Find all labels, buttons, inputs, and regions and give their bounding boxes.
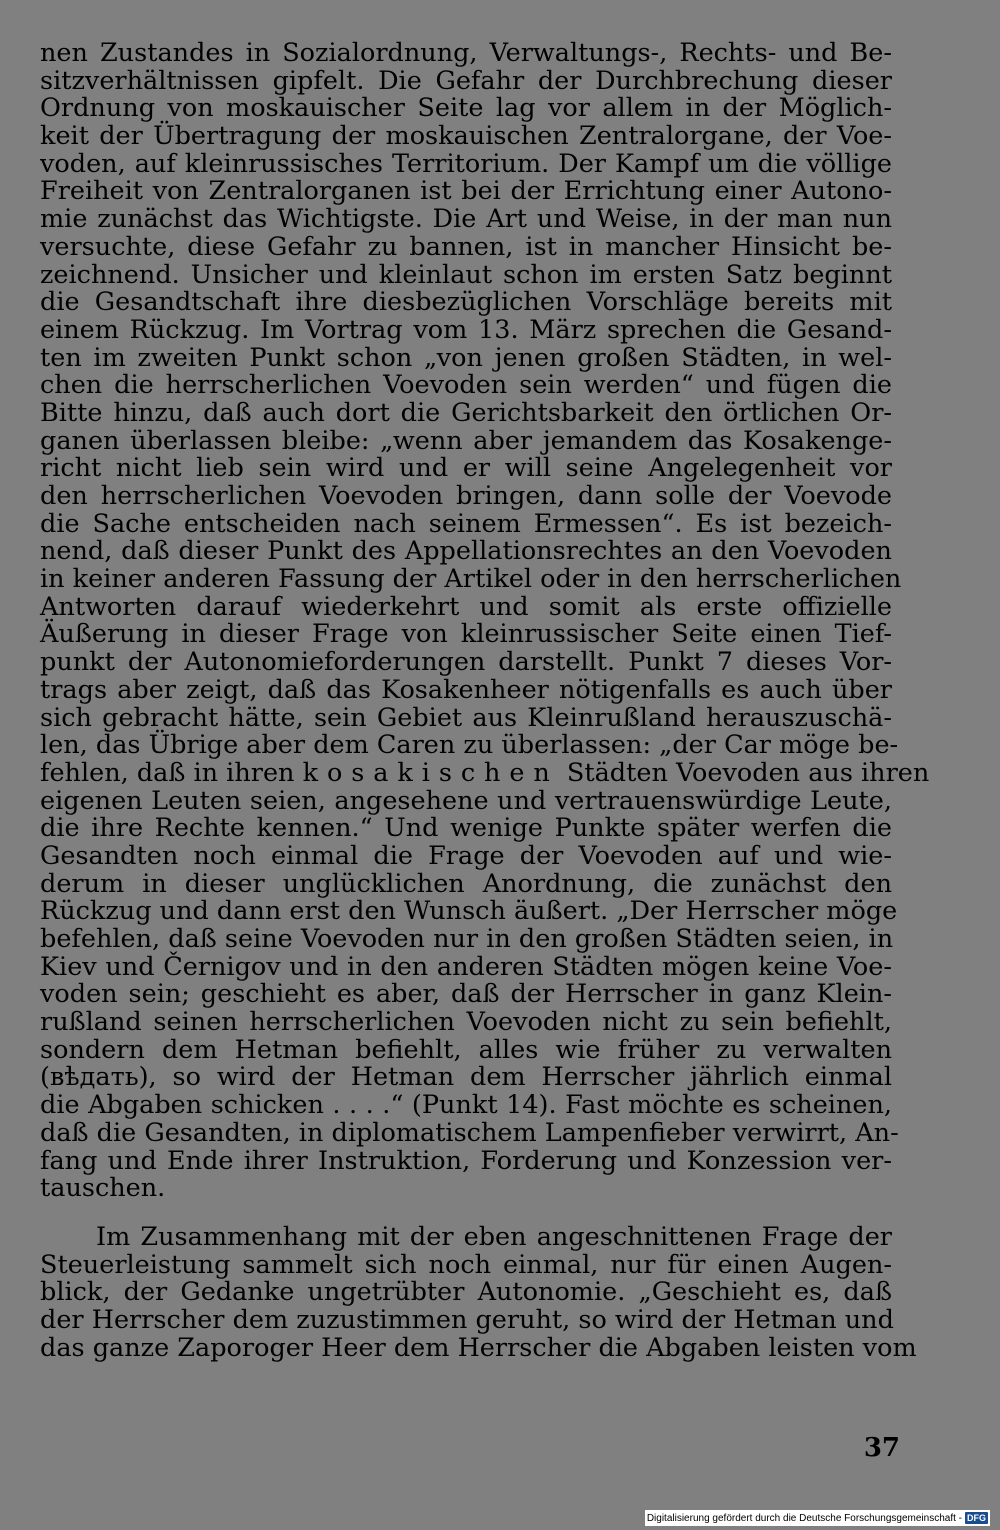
text-line: die Abgaben schicken . . . .“ (Punkt 14). Fast möchte es scheinen, (40, 1090, 892, 1121)
text-line: einem Rückzug. Im Vortrag vom 13. März sprechen die Gesand- (40, 314, 892, 345)
text-line: Bitte hinzu, daß auch dort die Gerichtsbarkeit den örtlichen Or- (40, 397, 892, 428)
text-line: ganen überlassen bleibe: „wenn aber jemandem das Kosakenge- (40, 425, 892, 456)
funding-text: Digitalisierung gefördert durch die Deutsche Forschungsgemeinschaft - (646, 1512, 962, 1524)
text-line: sich gebracht hätte, sein Gebiet aus Kleinrußland herauszuschä- (40, 702, 892, 733)
text-line: die Sache entscheiden nach seinem Ermessen“. Es ist bezeich- (40, 508, 892, 539)
text-line: voden, auf kleinrussisches Territorium. Der Kampf um die völlige (40, 148, 892, 179)
text-line: die Gesandtschaft ihre diesbezüglichen Vorschläge bereits mit (40, 287, 892, 318)
paragraph-gap (40, 1203, 892, 1224)
text-line: chen die herrscherlichen Voevoden sein werden“ und fügen die (40, 370, 892, 401)
dfg-logo-icon: DFG (967, 1513, 986, 1523)
paragraph (40, 38, 930, 1204)
text-line: den herrscherlichen Voevoden bringen, dann solle der Voevode (40, 481, 892, 511)
text-line: in keiner anderen Fassung der Artikel oder in den herrscherlichen (40, 564, 902, 595)
text-line: Im Zusammenhang mit der eben angeschnittenen Frage der (96, 1221, 892, 1252)
text-line: Ordnung von moskauischer Seite lag vor allem in der Möglich- (40, 93, 892, 124)
text-line: punkt der Autonomieforderungen darstellt. Punkt 7 dieses Vor- (40, 647, 892, 678)
page-text (40, 38, 930, 1363)
text-line: trags aber zeigt, daß das Kosakenheer nötigenfalls es auch über (40, 674, 892, 705)
text-line: ten im zweiten Punkt schon „von jenen großen Städten, in wel- (40, 342, 892, 373)
text-line: daß die Gesandten, in diplomatischem Lampenfieber verwirrt, An- (40, 1117, 899, 1148)
text-line: blick, der Gedanke ungetrübter Autonomie. „Geschieht es, daß (40, 1277, 892, 1308)
text-line: Äußerung in dieser Frage von kleinrussischer Seite einen Tief- (40, 619, 892, 650)
text-line: der Herrscher dem zuzustimmen geruht, so wird der Hetman und (40, 1304, 894, 1335)
text-line: das ganze Zaporoger Heer dem Herrscher die Abgaben leisten vom (40, 1332, 917, 1363)
text-line: Steuerleistung sammelt sich noch einmal, nur für einen Augen- (40, 1249, 892, 1280)
text-line: eigenen Leuten seien, angesehene und vertrauenswürdige Leute, (40, 785, 892, 816)
dfg-funding-notice (645, 1510, 990, 1526)
text-line: fang und Ende ihrer Instruktion, Forderung und Konzession ver- (40, 1145, 892, 1176)
text-line: derum in dieser unglücklichen Anordnung, die zunächst den (40, 868, 892, 899)
text-line: die ihre Rechte kennen.“ Und wenige Punkte später werfen die (40, 813, 892, 844)
text-line: fehlen, daß in ihren kosakischen Städten Voevoden aus ihren (40, 757, 930, 788)
text-line: mie zunächst das Wichtigste. Die Art und Weise, in der man nun (40, 204, 892, 235)
text-line: Rückzug und dann erst den Wunsch äußert. „Der Herrscher möge (40, 896, 898, 927)
text-line: voden sein; geschieht es aber, daß der Herrscher in ganz Klein- (40, 979, 892, 1010)
text-line: Gesandten noch einmal die Frage der Voevoden auf und wie- (40, 840, 892, 871)
text-line: nend, daß dieser Punkt des Appellationsrechtes an den Voevoden (40, 536, 892, 567)
text-line: keit der Übertragung der moskauischen Zentralorgane, der Voe- (40, 121, 892, 152)
text-line: sitzverhältnissen gipfelt. Die Gefahr der Durchbrechung dieser (40, 65, 892, 96)
text-line: (вѣдать), so wird der Hetman dem Herrscher jährlich einmal (40, 1062, 892, 1093)
text-line: richt nicht lieb sein wird und er will seine Angelegenheit vor (40, 453, 892, 484)
spaced-emphasis: kosakischen (302, 757, 559, 788)
text-line: len, das Übrige aber dem Caren zu überlassen: „der Car möge be- (40, 730, 899, 761)
text-line: nen Zustandes in Sozialordnung, Verwaltungs-, Rechts- und Be- (40, 38, 892, 68)
text-line: zeichnend. Unsicher und kleinlaut schon im ersten Satz beginnt (40, 259, 892, 290)
text-line: rußland seinen herrscherlichen Voevoden nicht zu sein befiehlt, (40, 1007, 892, 1038)
text-line: versuchte, diese Gefahr zu bannen, ist in mancher Hinsicht be- (40, 231, 892, 262)
text-line: sondern dem Hetman befiehlt, alles wie früher zu verwalten (40, 1034, 892, 1065)
text-line: Antworten darauf wiederkehrt und somit als erste offizielle (40, 591, 892, 622)
text-line: Freiheit von Zentralorganen ist bei der Errichtung einer Autono- (40, 176, 892, 207)
text-line: befehlen, daß seine Voevoden nur in den großen Städten seien, in (40, 924, 894, 954)
text-line: tauschen. (40, 1173, 166, 1204)
page-number: 37 (863, 1433, 900, 1463)
text-line: Kiev und Černigov und in den anderen Städten mögen keine Voe- (40, 951, 892, 982)
paragraph (40, 1221, 917, 1363)
